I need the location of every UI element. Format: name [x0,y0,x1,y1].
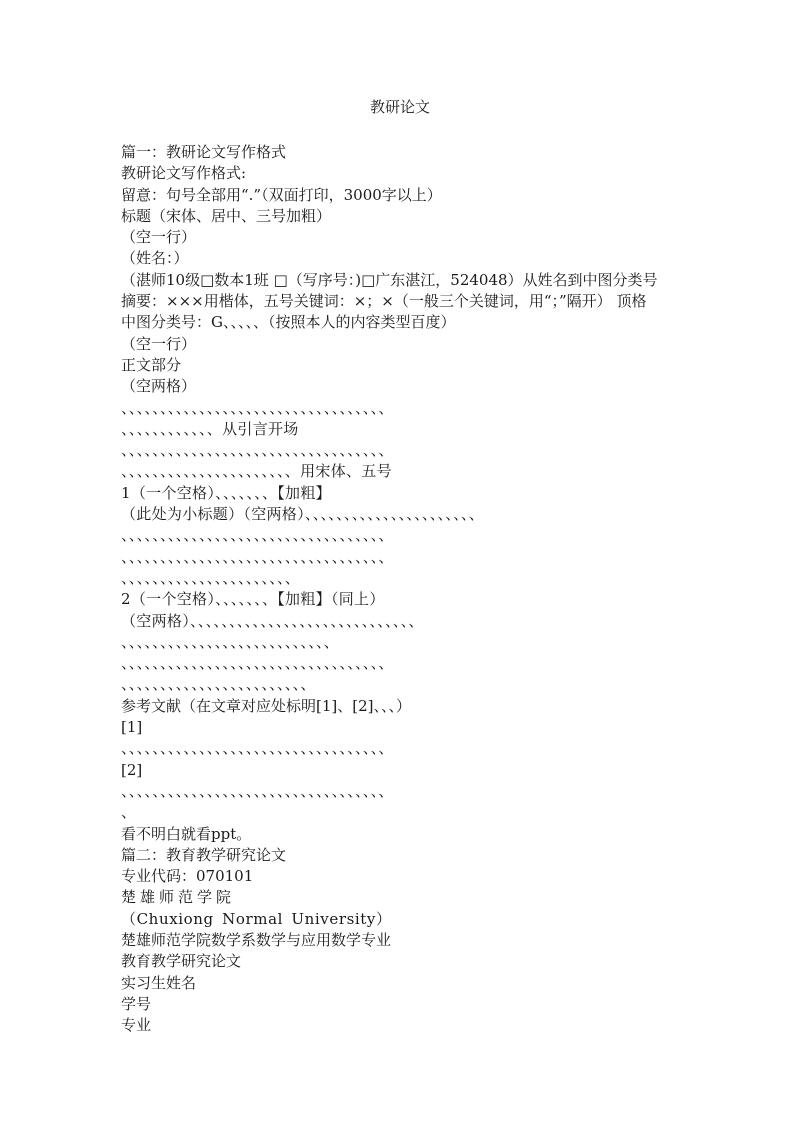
placeholder-line: 、、、、、、、、、、、、、、、、、、、、、、、、、、、、、、、、、、 [121,398,394,417]
placeholder-line: 、、、、、、、、、、、、、、、、、、、、、、、、、、、、、、、、、、 [121,654,394,673]
text-line: 摘要：×××用楷体，五号关键词：×；×（一般三个关键词，用“；”隔开） 顶格 [121,292,647,311]
text-line: 看不明白就看ppt。 [121,824,252,843]
text-line: 专业 [121,1016,152,1035]
placeholder-line: 、、、、、、、、、、、、从引言开场 [121,419,299,438]
text-line: 教研论文写作格式: [121,164,247,183]
placeholder-line: 、、、、、、、、、、、、、、、、、、、、、、、、、、、、、、、、、、 [121,781,394,800]
text-line: 中图分类号：G、、、、、（按照本人的内容类型百度） [121,313,456,332]
text-line: 学号 [121,994,152,1013]
document-body [121,142,681,1036]
placeholder-line: 、、、、、、、、、、、、、、、、、、、、、、、、、、、、、、、、、、 [121,526,394,545]
placeholder-line: 、、、、、、、、、、、、、、、、、、、、、、、、、、、、、、、、、、 [121,739,394,758]
placeholder-line: 、、、、、、、、、、、、、、、、、、、、、、、、 [121,675,316,694]
text-line: 留意：句号全部用“.”（双面打印，3000字以上） [121,185,442,204]
text-line: （空一行） [121,334,197,353]
placeholder-line: （此处为小标题）（空两格）、、、、、、、、、、、、、、、、、、、、、、 [121,505,485,524]
text-line: 正文部分 [121,355,182,374]
text-line: 教育教学研究论文 [121,952,242,971]
placeholder-line: 、、、、、、、、、、、、、、、、、、、、、、、、、、、 [121,632,340,651]
placeholder-line: 、、、、、、、、、、、、、、、、、、、、、、用宋体、五号 [121,462,392,481]
placeholder-line: 、 [121,803,137,822]
section-heading-2: 篇二：教育教学研究论文 [121,845,287,864]
text-line: 标题（宋体、居中、三号加粗） [121,206,332,225]
references-heading: 参考文献（在文章对应处标明[1]、[2]、、、） [121,696,411,715]
text-line: 实习生姓名 [121,973,197,992]
text-line: （空两格） [121,377,197,396]
text-line: 1（一个空格）、、、、、、、【加粗】 [121,483,331,502]
text-line: （Chuxiong Normal University） [121,909,392,928]
text-line: 专业代码：070101 [121,867,254,886]
text-line: （姓名：） [121,249,189,268]
placeholder-line: 、、、、、、、、、、、、、、、、、、、、、、 [121,568,301,587]
reference-marker: [1] [121,718,143,737]
placeholder-line: 、、、、、、、、、、、、、、、、、、、、、、、、、、、、、、、、、、 [121,441,394,460]
text-line: 2（一个空格）、、、、、、、【加粗】（同上） [121,590,385,609]
text-line: 楚雄师范学院 [121,888,236,907]
document-title: 教研论文 [369,98,430,116]
section-heading-1: 篇一：教研论文写作格式 [121,143,287,161]
reference-marker: [2] [121,760,143,779]
placeholder-line: 、、、、、、、、、、、、、、、、、、、、、、、、、、、、、、、、、、 [121,547,394,566]
text-line: （空一行） [121,228,197,247]
placeholder-line: （空两格）、、、、、、、、、、、、、、、、、、、、、、、、、、、、、 [121,611,424,630]
text-line: 楚雄师范学院数学系数学与应用数学专业 [121,930,392,949]
text-line: （湛师10级□数本1班 □（写序号：)□广东湛江，524048）从姓名到中图分类号 [121,270,658,289]
